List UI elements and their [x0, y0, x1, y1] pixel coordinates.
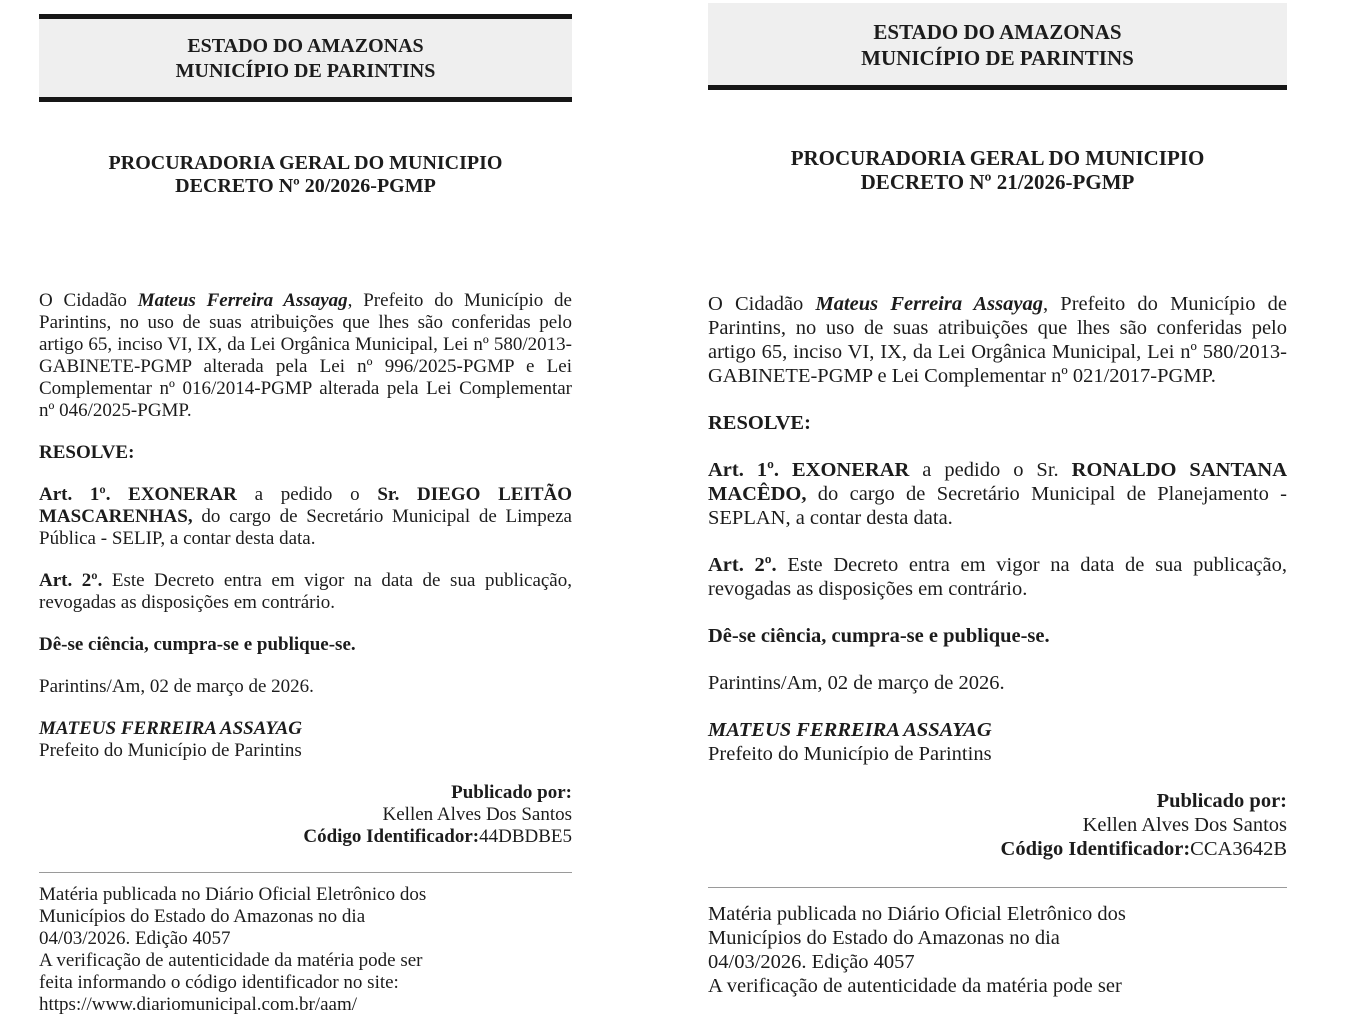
published-by-label: Publicado por:	[451, 782, 572, 803]
mayor-name-inline: Mateus Ferreira Assayag	[815, 293, 1043, 315]
title-department: PROCURADORIA GERAL DO MUNICIPIO	[108, 152, 503, 174]
article-2	[39, 570, 572, 614]
article-1-rest: do cargo de Secretário Municipal de Limpeza Pública - SELIP, a contar desta data.	[39, 506, 572, 549]
footnote-line: Municípios do Estado do Amazonas no dia	[708, 927, 1060, 949]
article-1-mid: a pedido o Sr.	[909, 459, 1072, 481]
closing-line: Dê-se ciência, cumpra-se e publique-se.	[39, 634, 356, 655]
letterhead-box	[708, 3, 1287, 90]
footnote-line: A verificação de autenticidade da matéria pode ser	[708, 975, 1122, 997]
footnote-line: Municípios do Estado do Amazonas no dia	[39, 906, 366, 927]
article-2	[708, 553, 1287, 601]
title-decree-number: DECRETO Nº 20/2026-PGMP	[175, 175, 436, 197]
letterhead-state: ESTADO DO AMAZONAS	[187, 35, 424, 57]
intro-rest: , Prefeito do Município de Parintins, no uso de suas atribuições que lhes são conferidas pelo artigo 65, inciso VI, IX, da Lei Orgânica Municipal, Lei nº 580/2013-GABINETE-PGMP e Lei Complementar nº 021/2017-PGMP.	[708, 293, 1288, 387]
dateline: Parintins/Am, 02 de março de 2026.	[39, 676, 314, 697]
article-2-label: Art. 2º.	[708, 554, 777, 576]
publication-footnote	[39, 884, 572, 1016]
intro-rest: , Prefeito do Município de Parintins, no uso de suas atribuições que lhes são conferidas pelo artigo 65, inciso VI, IX, da Lei Orgânica Municipal, Lei nº 580/2013-GABINETE-PGMP alterada pela Lei nº 996/2025-PGMP e Lei Complementar nº 016/2014-PGMP alterada pela Lei Complementar nº 046/2025-PGMP.	[39, 290, 572, 421]
resolve-label: RESOLVE:	[708, 412, 811, 434]
title-department: PROCURADORIA GERAL DO MUNICIPIO	[790, 146, 1205, 170]
article-1	[708, 458, 1287, 530]
footnote-url: https://www.diariomunicipal.com.br/aam/	[39, 994, 358, 1015]
dateline: Parintins/Am, 02 de março de 2026.	[708, 672, 1005, 694]
published-by-name: Kellen Alves Dos Santos	[382, 804, 572, 825]
letterhead-state: ESTADO DO AMAZONAS	[873, 20, 1122, 44]
identifier-code-value: CCA3642B	[1190, 838, 1287, 860]
signature-name: MATEUS FERREIRA ASSAYAG	[708, 719, 992, 741]
footnote-line: Matéria publicada no Diário Oficial Eletrônico dos	[708, 903, 1126, 925]
title-decree-number: DECRETO Nº 21/2026-PGMP	[860, 170, 1135, 194]
intro-paragraph	[39, 290, 572, 422]
signature-block	[39, 718, 572, 762]
identifier-code-label: Código Identificador:	[1000, 838, 1191, 860]
publication-footnote	[708, 902, 1287, 998]
published-by-label: Publicado por:	[1156, 790, 1287, 812]
footnote-line: A verificação de autenticidade da matéria pode ser	[39, 950, 423, 971]
signature-name: MATEUS FERREIRA ASSAYAG	[39, 718, 302, 739]
article-2-rest: Este Decreto entra em vigor na data de sua publicação, revogadas as disposições em contrário.	[39, 570, 572, 613]
article-1-mid: a pedido o	[236, 484, 378, 505]
signature-role: Prefeito do Município de Parintins	[708, 743, 992, 765]
intro-paragraph	[708, 292, 1287, 388]
closing-line: Dê-se ciência, cumpra-se e publique-se.	[708, 625, 1050, 647]
letterhead-municipality: MUNICÍPIO DE PARINTINS	[861, 46, 1134, 70]
article-1-rest: do cargo de Secretário Municipal de Planejamento - SEPLAN, a contar desta data.	[708, 483, 1287, 529]
article-1	[39, 484, 572, 550]
letterhead-municipality: MUNICÍPIO DE PARINTINS	[175, 60, 436, 82]
resolve-label: RESOLVE:	[39, 442, 135, 463]
divider-line	[39, 872, 572, 873]
letterhead-box	[39, 14, 572, 102]
article-1-subject: RONALDO SANTANA MACÊDO,	[708, 459, 1288, 505]
decree-20-column	[39, 14, 572, 1016]
published-by-name: Kellen Alves Dos Santos	[1082, 814, 1287, 836]
article-2-label: Art. 2º.	[39, 570, 103, 591]
mayor-name-inline: Mateus Ferreira Assayag	[137, 290, 348, 311]
footnote-line: feita informando o código identificador no site:	[39, 972, 399, 993]
identifier-code-label: Código Identificador:	[303, 826, 480, 847]
document-title	[708, 146, 1287, 194]
published-by-block	[708, 789, 1287, 861]
article-1-subject: Sr. DIEGO LEITÃO MASCARENHAS,	[39, 484, 573, 527]
article-1-label: Art. 1º. EXONERAR	[39, 484, 237, 505]
signature-block	[708, 718, 1287, 766]
footnote-line: 04/03/2026. Edição 4057	[39, 928, 231, 949]
document-title	[39, 152, 572, 198]
divider-line	[708, 887, 1287, 888]
article-2-rest: Este Decreto entra em vigor na data de sua publicação, revogadas as disposições em contrário.	[708, 554, 1287, 600]
intro-prefix: O Cidadão	[39, 290, 138, 311]
identifier-code-value: 44DBDBE5	[479, 826, 572, 847]
article-1-label: Art. 1º. EXONERAR	[708, 459, 910, 481]
footnote-line: 04/03/2026. Edição 4057	[708, 951, 915, 973]
published-by-block	[39, 782, 572, 848]
intro-prefix: O Cidadão	[708, 293, 816, 315]
footnote-line: Matéria publicada no Diário Oficial Eletrônico dos	[39, 884, 427, 905]
decree-21-column	[708, 3, 1287, 998]
signature-role: Prefeito do Município de Parintins	[39, 740, 302, 761]
